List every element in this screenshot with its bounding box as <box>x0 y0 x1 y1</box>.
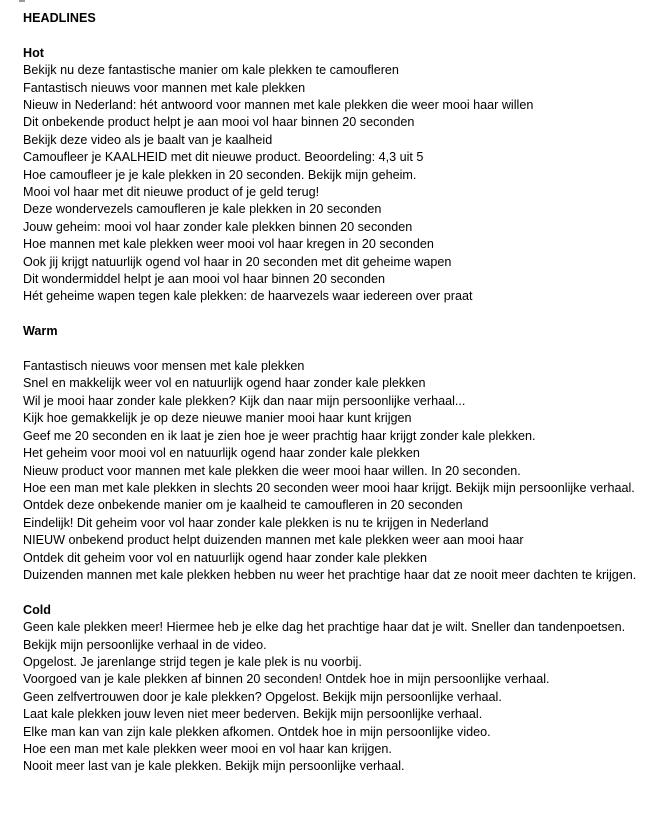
section-hot <box>23 45 648 306</box>
headline-line: Snel en makkelijk weer vol en natuurlijk ogend haar zonder kale plekken <box>23 376 426 391</box>
document-title: HEADLINES <box>23 11 96 25</box>
headline-line: Hoe camoufleer je je kale plekken in 20 seconden. Bekijk mijn geheim. <box>23 167 417 182</box>
headline-line: Jouw geheim: mooi vol haar zonder kale plekken binnen 20 seconden <box>23 219 413 234</box>
headline-line: Opgelost. Je jarenlange strijd tegen je kale plek is nu voorbij. <box>23 654 362 669</box>
headline-line: Geen kale plekken meer! Hiermee heb je elke dag het prachtige haar dat je wilt. Sneller dan tandenpoetsen. Bekijk mijn persoonlijke verhaal in de video. <box>23 620 626 652</box>
page-corner-mark <box>19 0 25 2</box>
headline-line: Het geheim voor mooi vol en natuurlijk ogend haar zonder kale plekken <box>23 446 420 461</box>
headline-line: Eindelijk! Dit geheim voor vol haar zonder kale plekken is nu te krijgen in Nederland <box>23 515 489 530</box>
headline-line: Fantastisch nieuws voor mannen met kale plekken <box>23 80 306 95</box>
headline-line: Mooi vol haar met dit nieuwe product of je geld terug! <box>23 185 320 200</box>
headline-line: Geef me 20 seconden en ik laat je zien hoe je weer prachtig haar krijgt zonder kale plekken. <box>23 428 536 443</box>
headline-line: Hoe mannen met kale plekken weer mooi vol haar kregen in 20 seconden <box>23 237 434 252</box>
headline-line: Camoufleer je KAALHEID met dit nieuwe product. Beoordeling: 4,3 uit 5 <box>23 150 424 165</box>
headline-line: Hoe een man met kale plekken weer mooi en vol haar kan krijgen. <box>23 742 392 756</box>
headline-list-warm <box>23 358 648 584</box>
section-heading-warm: Warm <box>23 324 58 339</box>
headline-line: NIEUW onbekend product helpt duizenden mannen met kale plekken weer aan mooi haar <box>23 533 524 548</box>
headline-line: Ook jij krijgt natuurlijk ogend vol haar in 20 seconden met dit geheime wapen <box>23 254 452 269</box>
headline-line: Ontdek deze onbekende manier om je kaalheid te camoufleren in 20 seconden <box>23 498 463 513</box>
headline-line: Hét geheime wapen tegen kale plekken: de haarvezels waar iedereen over praat <box>23 289 473 304</box>
headline-line: Dit onbekende product helpt je aan mooi vol haar binnen 20 seconden <box>23 115 415 130</box>
headline-line: Laat kale plekken jouw leven niet meer bederven. Bekijk mijn persoonlijke verhaal. <box>23 707 483 722</box>
headline-line: Ontdek dit geheim voor vol en natuurlijk ogend haar zonder kale plekken <box>23 550 427 565</box>
headline-line: Kijk hoe gemakkelijk je op deze nieuwe manier mooi haar kunt krijgen <box>23 411 412 426</box>
headline-line: Dit wondermiddel helpt je aan mooi vol haar binnen 20 seconden <box>23 272 385 287</box>
section-heading-hot: Hot <box>23 45 44 60</box>
headline-line: Nieuw in Nederland: hét antwoord voor mannen met kale plekken die weer mooi haar willen <box>23 98 534 113</box>
section-cold <box>23 602 648 776</box>
document-body <box>23 10 648 793</box>
headline-line: Deze wondervezels camoufleren je kale plekken in 20 seconden <box>23 202 382 217</box>
headline-line: Hoe een man met kale plekken in slechts 20 seconden weer mooi haar krijgt. Bekijk mijn persoonlijke verhaal. <box>23 480 635 495</box>
headline-list-hot <box>23 62 648 306</box>
headline-line: Voorgoed van je kale plekken af binnen 20 seconden! Ontdek hoe in mijn persoonlijke verhaal. <box>23 672 550 687</box>
section-heading-cold: Cold <box>23 602 51 617</box>
headline-line: Fantastisch nieuws voor mensen met kale plekken <box>23 359 305 374</box>
headline-line: Elke man kan van zijn kale plekken afkomen. Ontdek hoe in mijn persoonlijke video. <box>23 724 491 739</box>
headline-line: Wil je mooi haar zonder kale plekken? Kijk dan naar mijn persoonlijke verhaal... <box>23 393 466 408</box>
headline-line: Bekijk nu deze fantastische manier om kale plekken te camoufleren <box>23 63 399 78</box>
headline-line: Duizenden mannen met kale plekken hebben nu weer het prachtige haar dat ze nooit meer dachten te krijgen. <box>23 567 637 582</box>
headline-line: Bekijk deze video als je baalt van je kaalheid <box>23 132 273 147</box>
section-warm <box>23 323 648 584</box>
headline-line: Geen zelfvertrouwen door je kale plekken? Opgelost. Bekijk mijn persoonlijke verhaal. <box>23 689 502 704</box>
headline-line: Nooit meer last van je kale plekken. Bekijk mijn persoonlijke verhaal. <box>23 759 405 774</box>
headline-line: Nieuw product voor mannen met kale plekken die weer mooi haar willen. In 20 seconden. <box>23 463 521 478</box>
headline-list-cold <box>23 619 648 776</box>
